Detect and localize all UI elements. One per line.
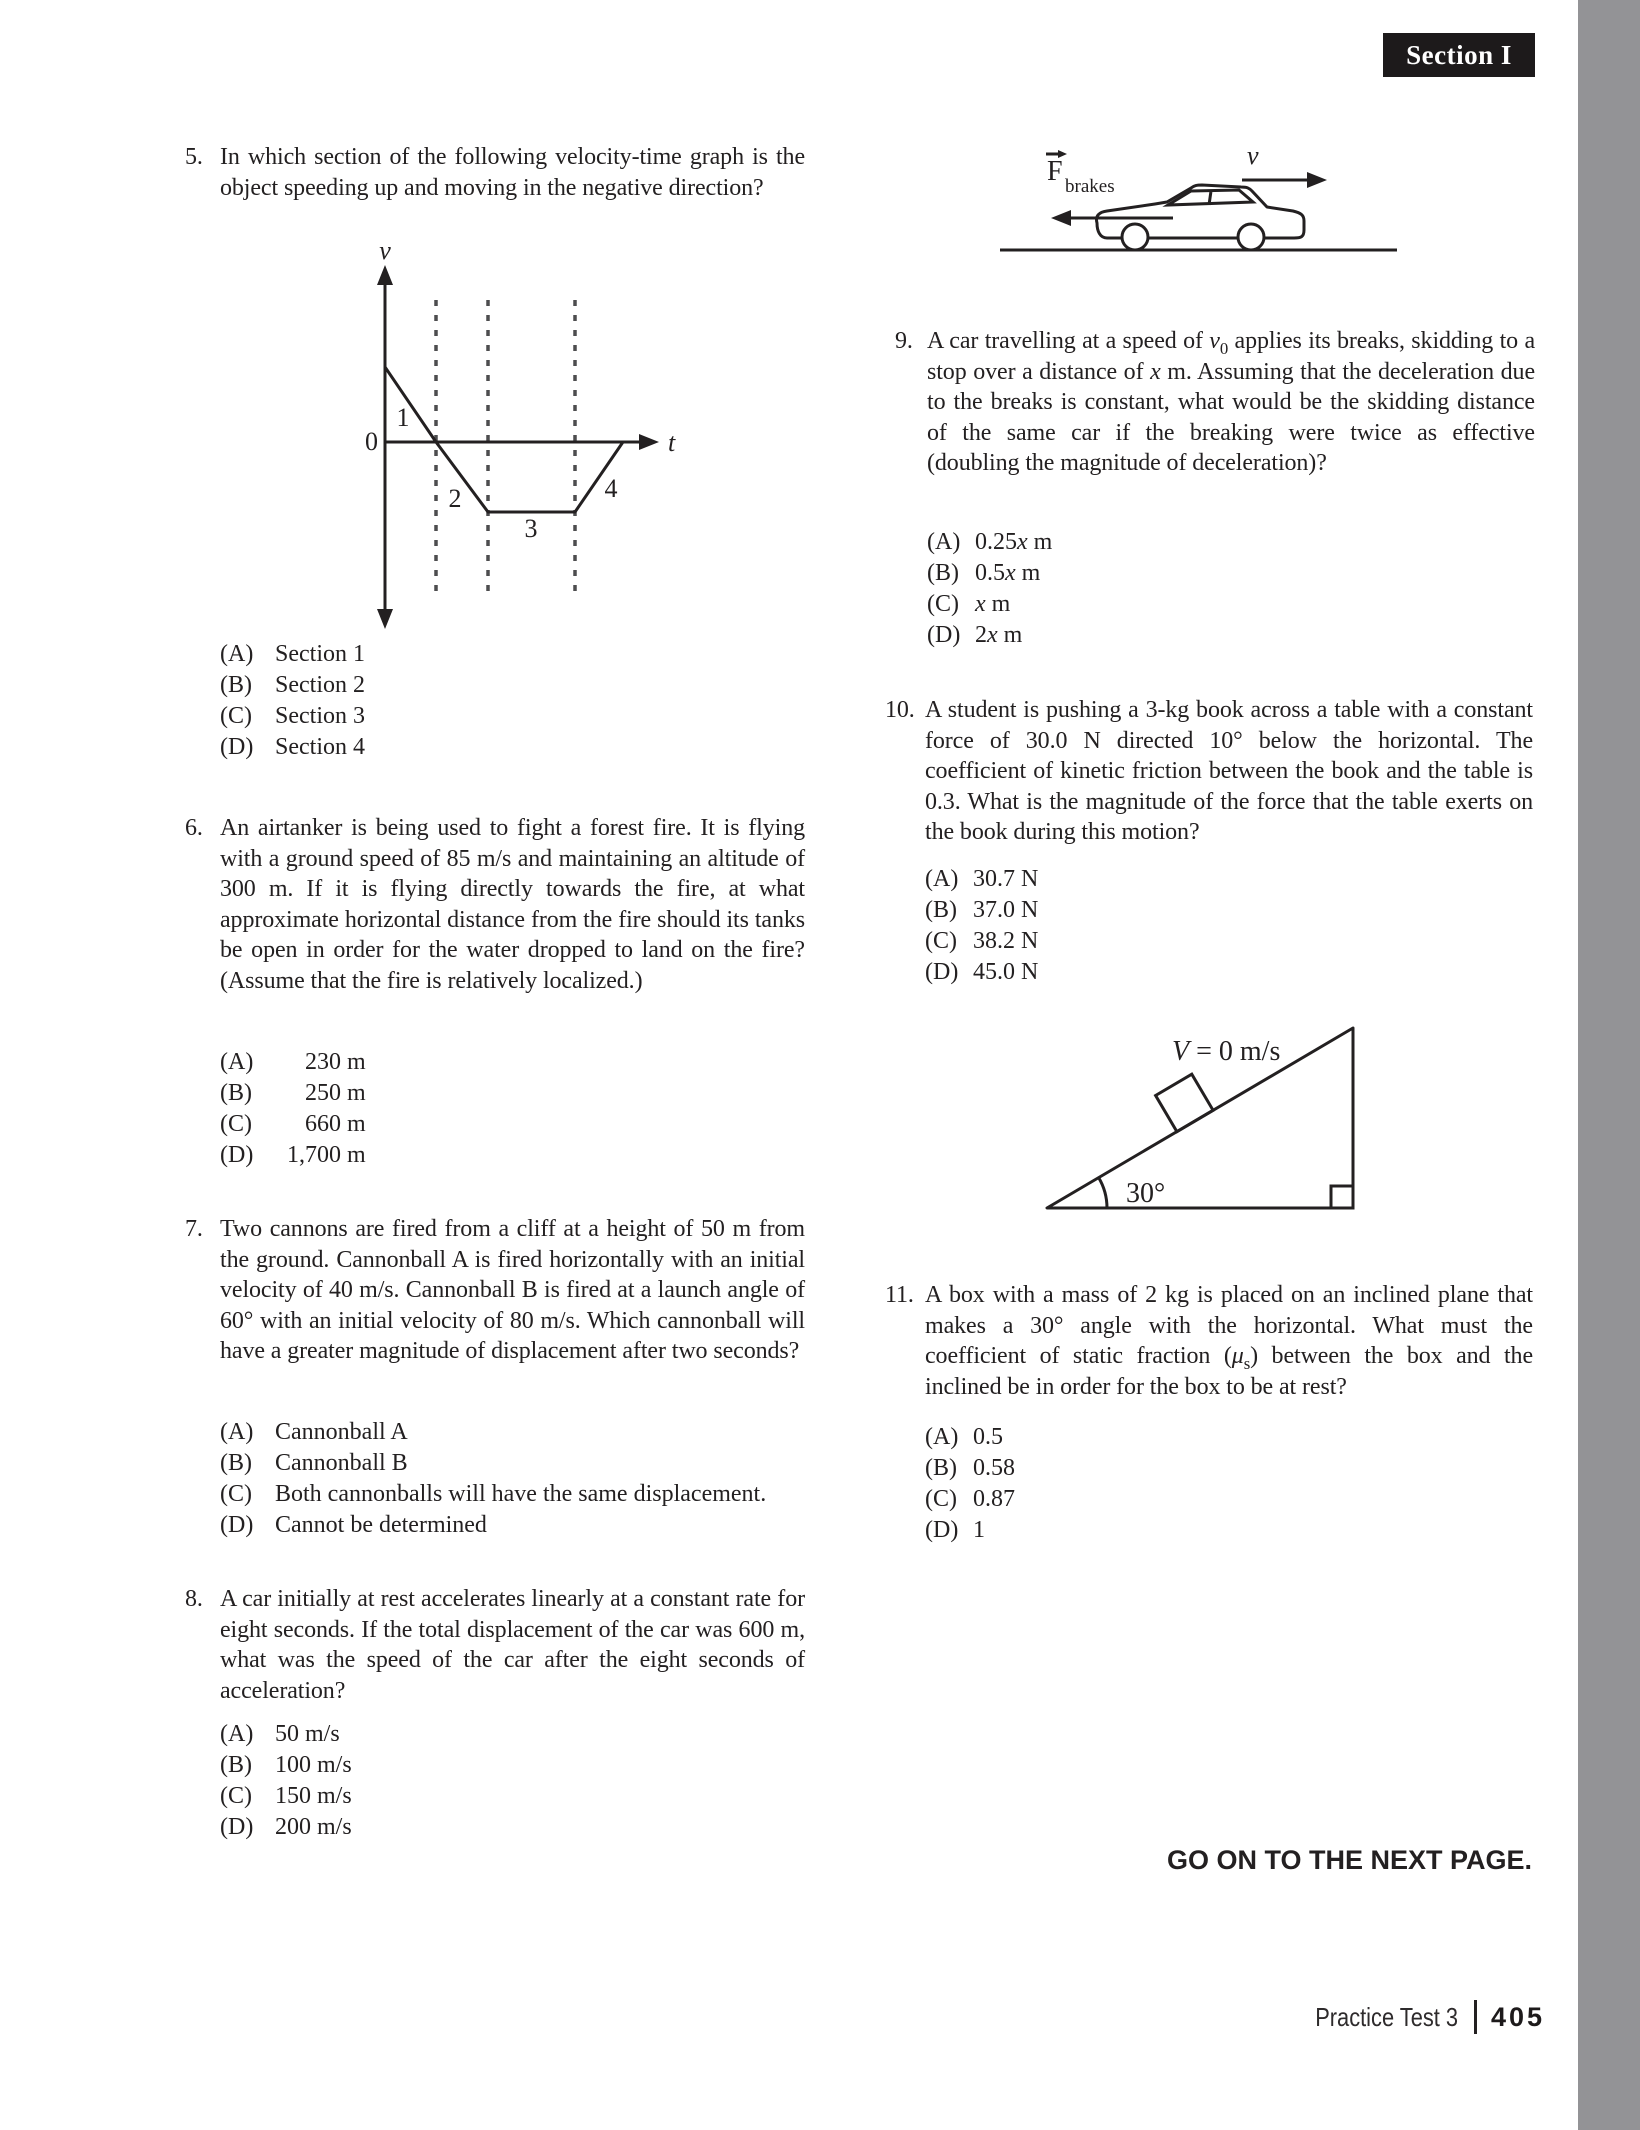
car-wheel-front [1122, 224, 1148, 250]
question-text: A car travelling at a speed of $v_0$ applies its breaks, skidding to a stop over a distance of x m. Assuming that the deceleration due to the breaks is constant, what would be the skidding distance of the same car if the breaking were twice as effective (doubling the magnitude of deceleration)? [927, 328, 1535, 476]
question-number: 8. [185, 1586, 203, 1612]
speed-label: V = 0 m/s [1172, 1036, 1281, 1067]
option-b: (B) Section 2 [220, 672, 365, 698]
question-11-options [925, 1422, 1015, 1546]
t-axis-label: t [668, 428, 676, 457]
v-axis-arrow-up [377, 265, 393, 285]
section-1-label: 1 [396, 403, 410, 432]
question-number: 10. [885, 697, 915, 723]
option-d: (D) 1,700 m [220, 1142, 366, 1168]
option-d: (D) Cannot be determined [220, 1512, 487, 1538]
question-5 [185, 142, 805, 203]
option-a: (A) Cannonball A [220, 1419, 408, 1445]
option-c: (C) 150 m/s [220, 1783, 352, 1809]
brake-force-arrowhead [1051, 210, 1071, 226]
question-10 [885, 695, 1533, 848]
footer-title: Practice Test 3 [1315, 2001, 1458, 2032]
question-6-options [220, 1047, 366, 1171]
option-d: (D) 200 m/s [220, 1814, 352, 1840]
velocity-arrowhead [1307, 172, 1327, 188]
option-a: (A) 230 m [220, 1049, 366, 1075]
option-c: (C) 38.2 N [925, 928, 1039, 954]
question-9-options [927, 527, 1052, 651]
box-on-incline [1156, 1074, 1214, 1132]
option-a: (A) 0.25x m [927, 529, 1053, 555]
t-axis-arrow [639, 434, 659, 450]
option-d: (D) 45.0 N [925, 959, 1039, 985]
question-text: An airtanker is being used to fight a forest fire. It is flying with a ground speed of 85 m/s and maintaining an altitude of 300 m. If it is flying directly towards the fire, at what approximate horizontal distance from the fire should its tanks be open in order for the water dropped to land on the fire? (Assume that the fire is relatively localized.) [220, 815, 805, 994]
footer-divider [1474, 2000, 1477, 2034]
page-edge-strip [1578, 0, 1640, 2130]
question-number: 6. [185, 815, 203, 841]
option-c: (C) 660 m [220, 1111, 366, 1137]
option-d: (D) 1 [925, 1517, 985, 1543]
velocity-time-graph [350, 236, 680, 633]
option-b: (B) 100 m/s [220, 1752, 352, 1778]
option-a: (A) 30.7 N [925, 866, 1039, 892]
option-a: (A) 0.5 [925, 1424, 1003, 1450]
question-10-options [925, 864, 1038, 988]
option-b: (B) Cannonball B [220, 1450, 408, 1476]
option-c: (C) Section 3 [220, 703, 365, 729]
option-c: (C) x m [927, 591, 1011, 617]
question-text: A student is pushing a 3-kg book across a table with a constant force of 30.0 N directed 10° below the horizontal. The coefficient of kinetic friction between the book and the table is 0.3. What is the magnitude of the force that the table exerts on the book during this motion? [925, 697, 1533, 845]
question-text: A car initially at rest accelerates linearly at a constant rate for eight seconds. If the total displacement of the car was 600 m, what was the speed of the car after the eight seconds of acceleration? [220, 1586, 805, 1704]
question-8 [185, 1584, 805, 1706]
angle-arc [1099, 1178, 1107, 1209]
question-7 [185, 1214, 805, 1367]
question-8-options [220, 1719, 352, 1843]
option-a: (A) 50 m/s [220, 1721, 340, 1747]
question-number: 9. [895, 328, 913, 354]
right-angle-marker [1331, 1186, 1353, 1208]
question-number: 11. [885, 1282, 914, 1308]
page-number: 405 [1490, 2001, 1545, 2032]
question-text: In which section of the following velocity-time graph is the object speeding up and moving in the negative direction? [220, 144, 805, 201]
force-subscript: brakes [1065, 176, 1115, 197]
angle-label: 30° [1126, 1178, 1166, 1209]
question-9 [895, 326, 1535, 479]
question-text: Two cannons are fired from a cliff at a height of 50 m from the ground. Cannonball A is fired horizontally with an initial velocity of 40 m/s. Cannonball B is fired at a launch angle of 60° with an initial velocity of 80 m/s. Which cannonball will have a greater magnitude of displacement after two seconds? [220, 1216, 805, 1364]
option-c: (C) 0.87 [925, 1486, 1015, 1512]
question-text: A box with a mass of 2 kg is placed on an inclined plane that makes a 30° angle with the horizontal. What must the coefficient of static fraction $(\mu_s)$ between the box and the inclined be in order for the box to be at rest? [925, 1282, 1533, 1400]
origin-label: 0 [365, 427, 378, 456]
question-7-options [220, 1417, 805, 1541]
page-footer [1100, 2000, 1545, 2034]
option-c: (C) Both cannonballs will have the same displacement. [220, 1481, 767, 1507]
section-3-label: 3 [524, 514, 538, 543]
v-axis-label: v [379, 236, 391, 265]
option-a: (A) Section 1 [220, 641, 365, 667]
velocity-label: v [1247, 141, 1259, 170]
car-wheel-rear [1238, 224, 1264, 250]
option-d: (D) Section 4 [220, 734, 365, 760]
inclined-plane-figure [1030, 1012, 1370, 1217]
question-6 [185, 813, 805, 996]
section-2-label: 2 [448, 484, 462, 513]
go-on-instruction: GO ON TO THE NEXT PAGE. [1166, 1845, 1532, 1875]
section-4-label: 4 [604, 474, 618, 503]
question-5-options [220, 639, 365, 763]
question-11 [885, 1280, 1533, 1402]
option-b: (B) 0.58 [925, 1455, 1015, 1481]
v-axis-arrow-down [377, 609, 393, 629]
section-badge: Section I [1383, 33, 1535, 77]
option-b: (B) 37.0 N [925, 897, 1039, 923]
option-d: (D) 2x m [927, 622, 1023, 648]
question-number: 7. [185, 1216, 203, 1242]
option-b: (B) 250 m [220, 1080, 366, 1106]
force-label: F [1047, 156, 1063, 187]
question-number: 5. [185, 144, 203, 170]
option-b: (B) 0.5x m [927, 560, 1041, 586]
braking-car-figure [995, 128, 1405, 258]
velocity-curve [385, 367, 623, 512]
